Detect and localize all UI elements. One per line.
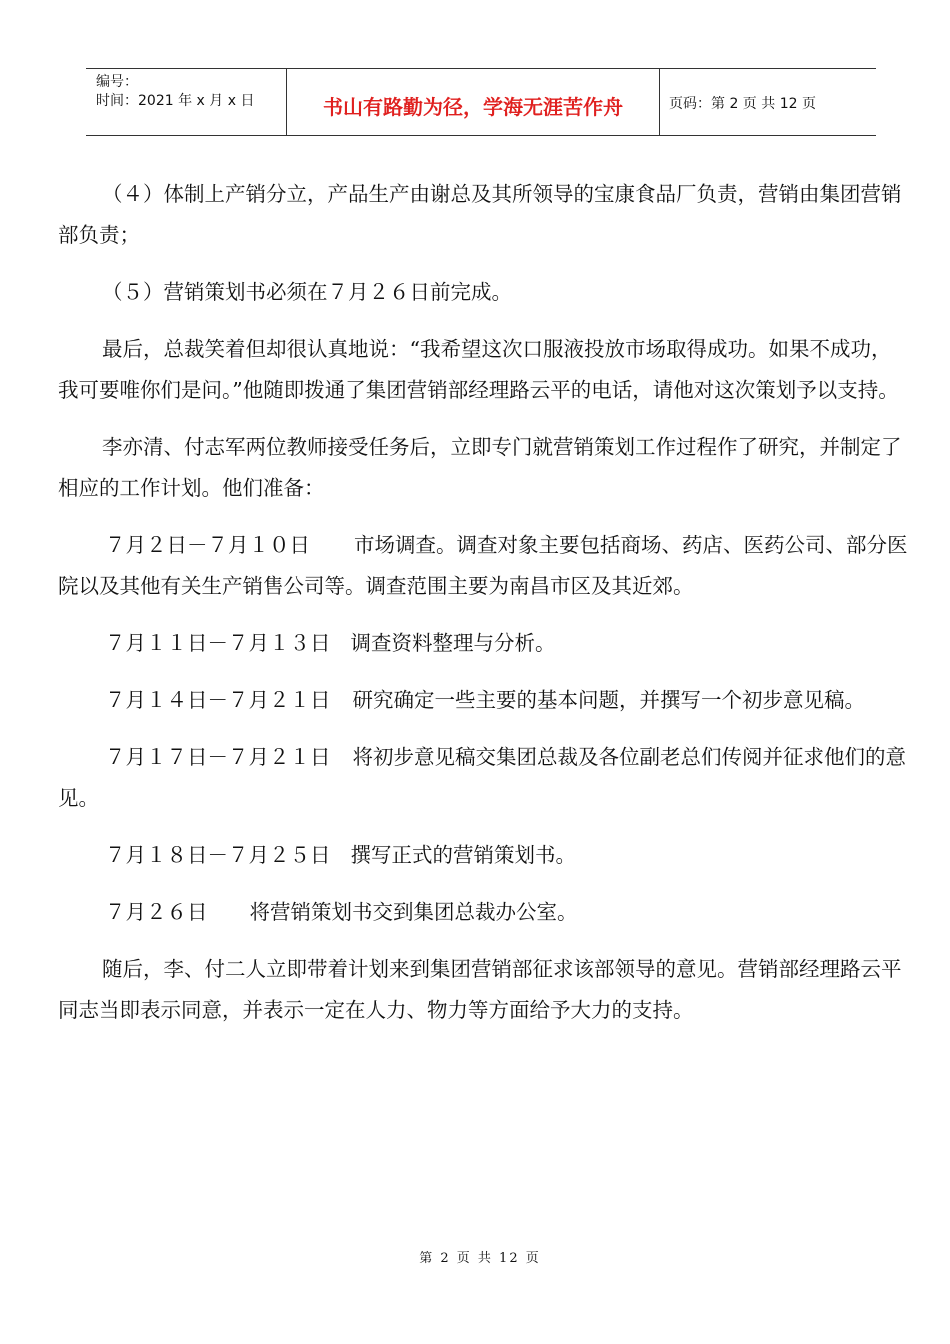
plan-item <box>58 892 908 933</box>
plan-item <box>58 737 908 819</box>
plan-date: ７月２日－７月１０日 <box>105 533 310 557</box>
document-time-label: 时间：2021 年 x 月 x 日 <box>96 93 255 109</box>
plan-date: ７月１７日－７月２１日 <box>105 745 331 769</box>
plan-task: 将营销策划书交到集团总裁办公室。 <box>249 900 578 924</box>
plan-task: 研究确定一些主要的基本问题，并撰写一个初步意见稿。 <box>352 688 865 712</box>
plan-date: ７月２６日 <box>105 900 208 924</box>
plan-task: 调查资料整理与分析。 <box>350 631 556 655</box>
plan-item <box>58 525 908 607</box>
header-page-number: 页码：第 2 页 共 12 页 <box>669 96 816 112</box>
plan-date: ７月１１日－７月１３日 <box>105 631 331 655</box>
plan-date: ７月１８日－７月２５日 <box>105 843 331 867</box>
plan-item <box>58 680 908 721</box>
plan-task: 市场调查。调查对象主要包括商场、药店、医药公司、部分医院以及其他有关生产销售公司等。调查范围主要为南昌市区及其近郊。 <box>58 533 908 598</box>
header-meta <box>86 69 286 135</box>
plan-item <box>58 623 908 664</box>
paragraph: （４）体制上产销分立，产品生产由谢总及其所领导的宝康食品厂负责，营销由集团营销部负责； <box>58 182 902 247</box>
document-body <box>58 174 908 1047</box>
paragraph: （５）营销策划书必须在７月２６日前完成。 <box>102 280 512 304</box>
header-divider <box>659 69 660 135</box>
paragraph: 最后，总裁笑着但却很认真地说：“我希望这次口服液投放市场取得成功。如果不成功，我可要唯你们是问。”他随即拨通了集团营销部经理路云平的电话，请他对这次策划予以支持。 <box>58 337 899 402</box>
plan-task: 撰写正式的营销策划书。 <box>350 843 576 867</box>
paragraph: 李亦清、付志军两位教师接受任务后，立即专门就营销策划工作过程作了研究，并制定了相应的工作计划。他们准备： <box>58 435 902 500</box>
plan-date: ７月１４日－７月２１日 <box>105 688 331 712</box>
plan-task: 将初步意见稿交集团总裁及各位副老总们传阅并征求他们的意见。 <box>58 745 906 810</box>
header-motto: 书山有路勤为径，学海无涯苦作舟 <box>323 94 623 119</box>
plan-item <box>58 835 908 876</box>
document-number-label: 编号： <box>96 74 138 90</box>
paragraph: 随后，李、付二人立即带着计划来到集团营销部征求该部领导的意见。营销部经理路云平同志当即表示同意，并表示一定在人力、物力等方面给予大力的支持。 <box>58 957 902 1022</box>
page-header <box>86 68 876 136</box>
page-footer: 第 2 页 共 12 页 <box>419 1251 541 1266</box>
